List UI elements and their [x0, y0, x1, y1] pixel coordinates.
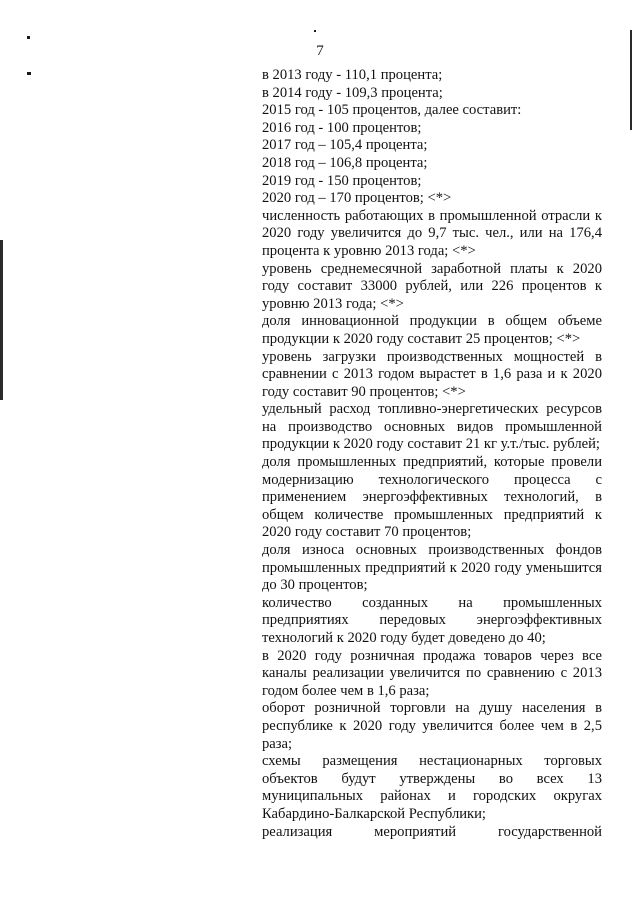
scan-edge-right: [630, 30, 632, 130]
indicator-paragraph: реализация мероприятий государственной: [262, 823, 602, 840]
growth-line: 2017 год – 105,4 процента;: [262, 137, 428, 154]
indicator-paragraph: количество созданных на промышленных предприятиях передовых энергоэффективных технологий к 2020 году будет доведено до 40;: [262, 594, 602, 646]
indicator-paragraph: в 2020 году розничная продажа товаров через все каналы реализации увеличится по сравнению с 2013 годом более чем в 1,6 раза;: [262, 647, 602, 699]
indicator-paragraph: доля промышленных предприятий, которые провели модернизацию технологического процесса с применением энергоэффективных технологий, в общем количестве промышленных предприятий к 2020 году составит 70 процентов;: [262, 454, 602, 541]
document-body: [262, 67, 602, 841]
scan-speck-top-center: [314, 30, 316, 32]
growth-line: 2020 год – 170 процентов; <*>: [262, 190, 452, 207]
scan-speck-top-left: [27, 36, 30, 39]
indicator-paragraph: удельный расход топливно-энергетических ресурсов на производство основных видов промышленной продукции к 2020 году составит 21 кг у.т./тыс. рублей;: [262, 401, 602, 453]
indicator-paragraph: уровень загрузки производственных мощностей в сравнении с 2013 годом вырастет в 1,6 раза и к 2020 году составит 90 процентов; <*>: [262, 348, 602, 400]
page-number: 7: [316, 43, 324, 59]
growth-line: 2015 год - 105 процентов, далее составит:: [262, 102, 522, 119]
growth-line: в 2014 году - 109,3 процента;: [262, 84, 443, 101]
indicator-paragraph: схемы размещения нестационарных торговых объектов будут утверждены во всех 13 муниципальных районах и городских округах Кабардино-Балкарской Республики;: [262, 753, 602, 822]
growth-line: в 2013 году - 110,1 процента;: [262, 67, 443, 83]
growth-line: 2019 год - 150 процентов;: [262, 172, 422, 189]
indicator-paragraph: оборот розничной торговли на душу населения в республике к 2020 году увеличится более чем в 2,5 раза;: [262, 700, 602, 752]
indicator-paragraph: доля износа основных производственных фондов промышленных предприятий к 2020 году уменьшится до 30 процентов;: [262, 542, 602, 594]
indicator-paragraph: доля инновационной продукции в общем объеме продукции к 2020 году составит 25 процентов; <*>: [262, 313, 602, 347]
growth-line: 2016 год - 100 процентов;: [262, 119, 422, 136]
growth-line: 2018 год – 106,8 процента;: [262, 154, 428, 171]
scan-edge-left: [0, 240, 3, 400]
indicator-paragraph: уровень среднемесячной заработной платы к 2020 году составит 33000 рублей, или 226 процентов к уровню 2013 года; <*>: [262, 260, 602, 312]
scan-speck-left: [27, 72, 31, 75]
indicator-paragraph: численность работающих в промышленной отрасли к 2020 году увеличится до 9,7 тыс. чел., или на 176,4 процента к уровню 2013 года; <*>: [262, 207, 602, 259]
